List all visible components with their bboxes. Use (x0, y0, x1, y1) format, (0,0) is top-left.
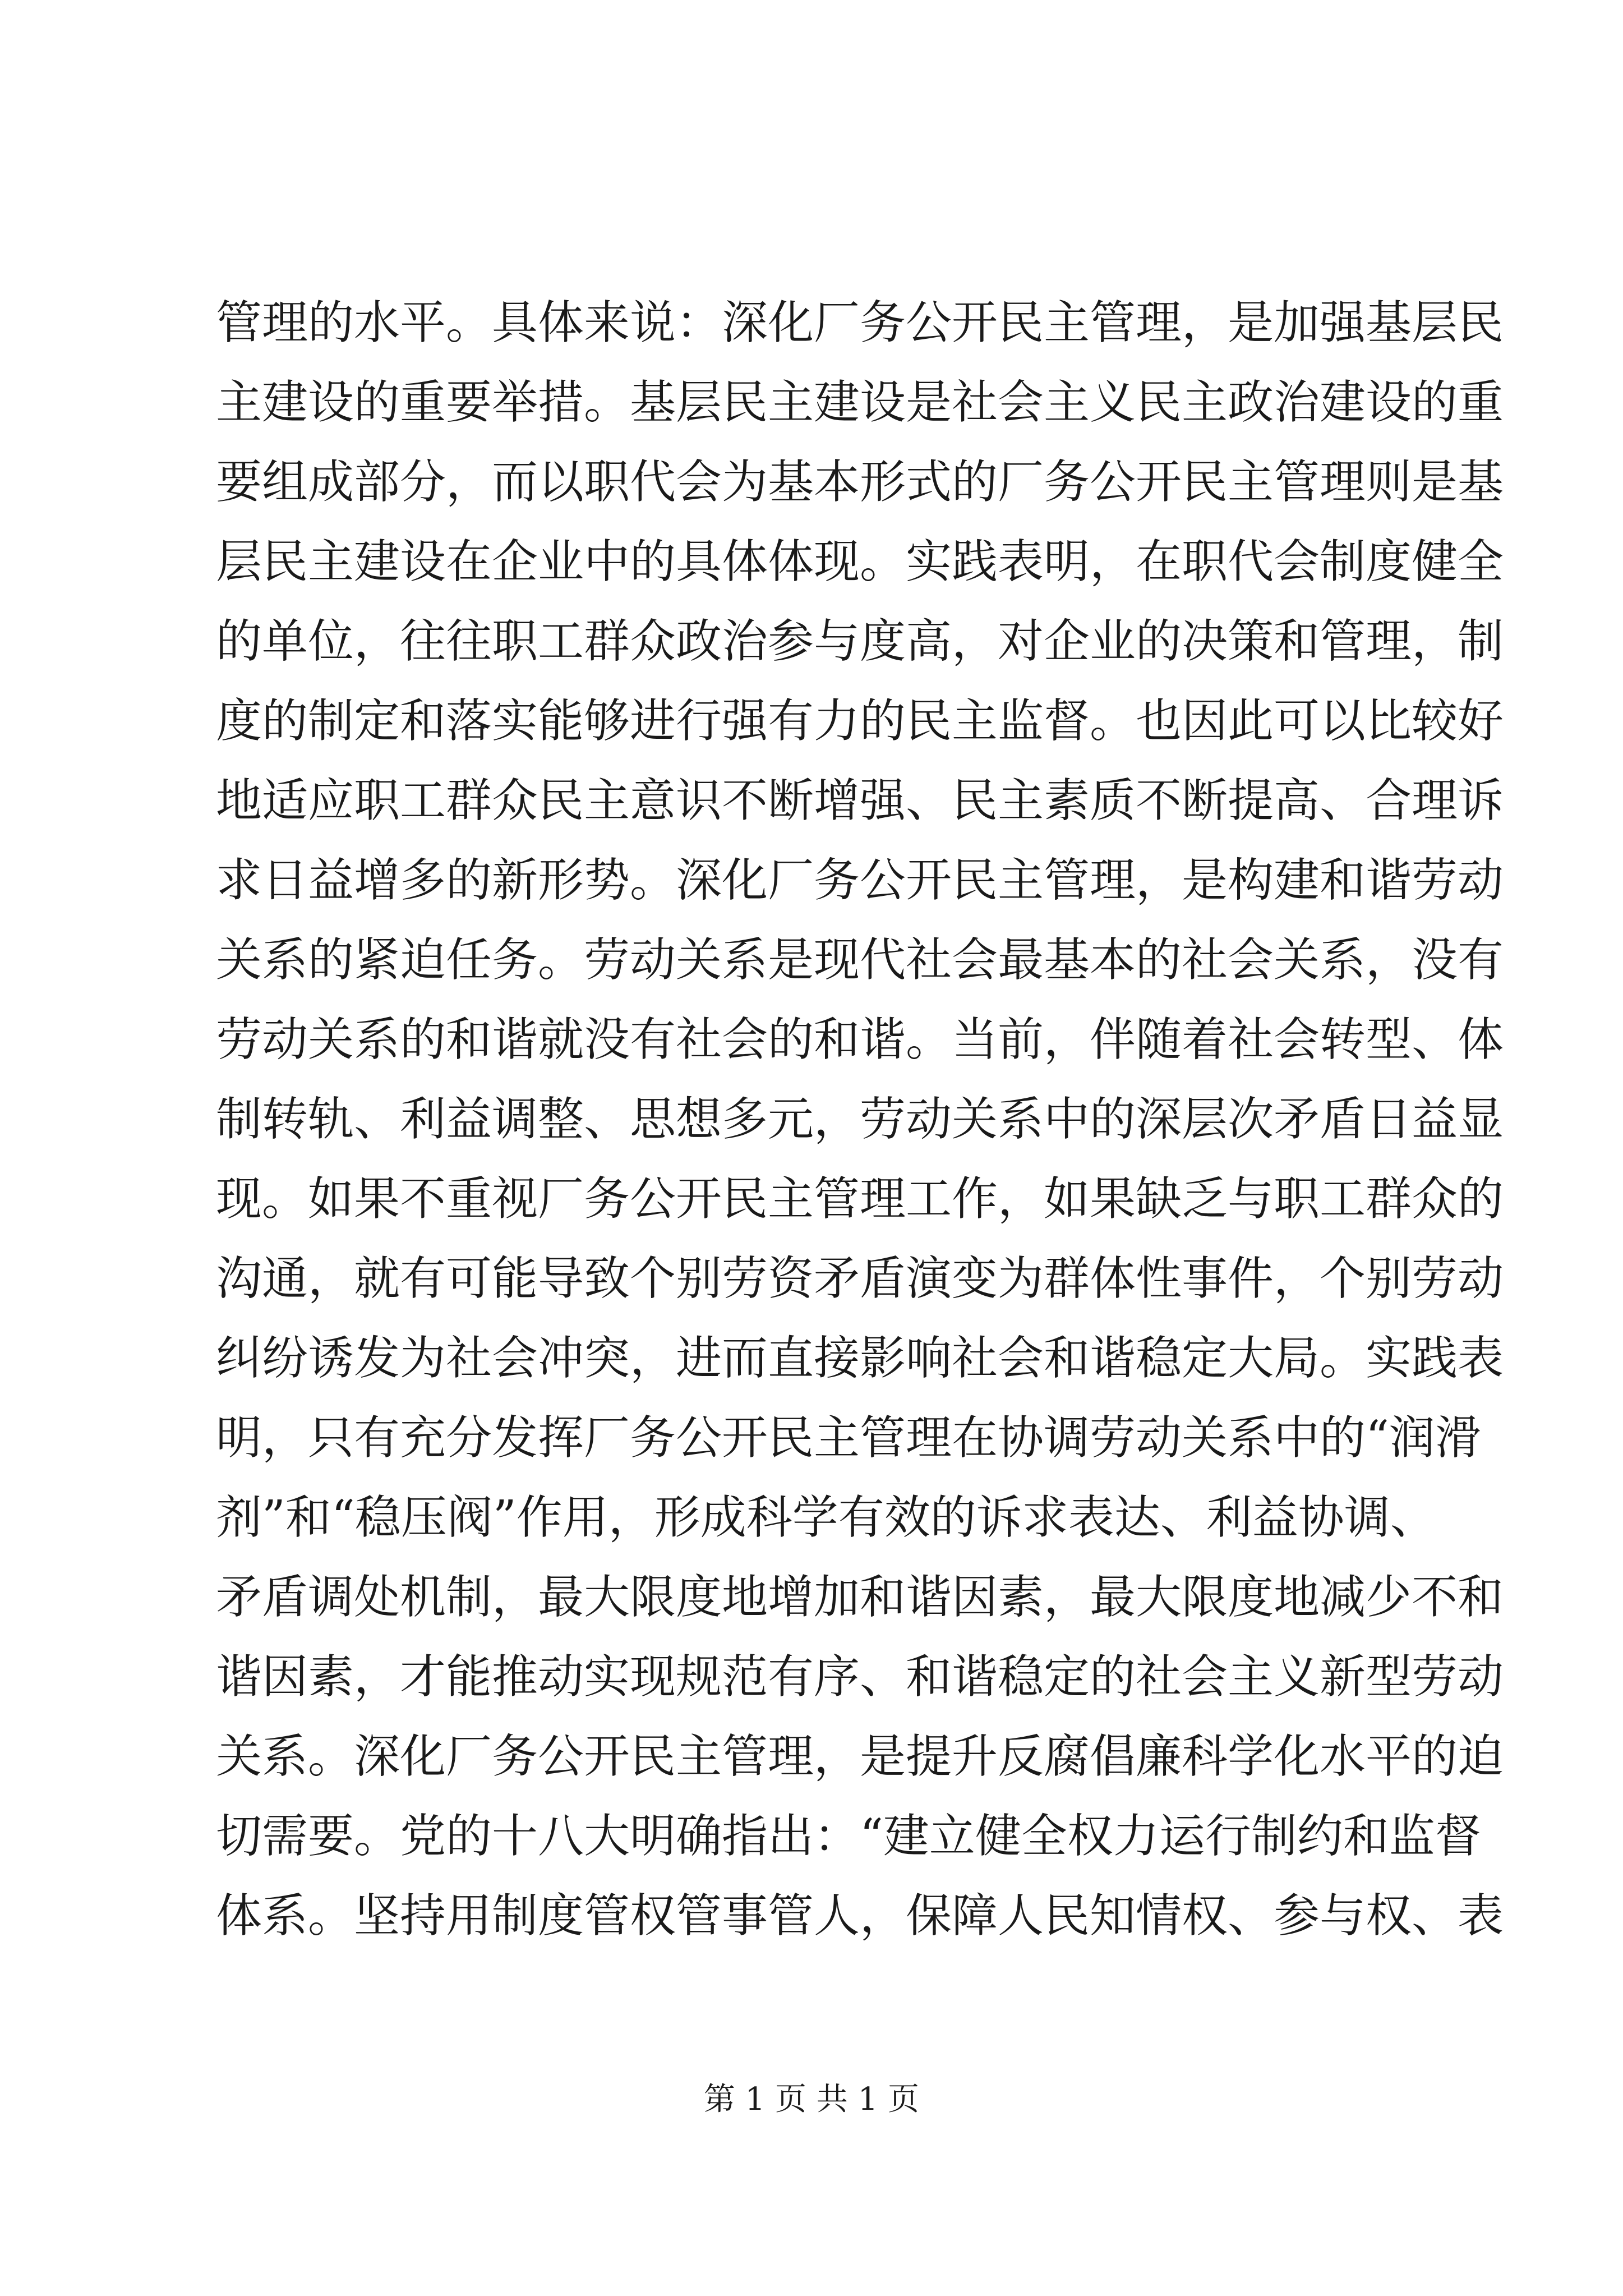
text-line: 剂”和“稳压阀”作用，形成科学有效的诉求表达、利益协调、 (216, 1491, 1436, 1544)
body-text (216, 283, 1504, 1956)
page-footer: 第 1 页 共 1 页 (703, 2081, 920, 2118)
text-line: 体系。坚持用制度管权管事管人，保障人民知情权、参与权、表 (216, 1889, 1504, 1943)
text-line: 的单位，往往职工群众政治参与度高，对企业的决策和管理，制 (216, 615, 1504, 668)
text-line: 管理的水平。具体来说：深化厂务公开民主管理，是加强基层民 (216, 296, 1504, 349)
text-line: 明，只有充分发挥厂务公开民主管理在协调劳动关系中的“润滑 (216, 1411, 1481, 1465)
text-line: 切需要。党的十八大明确指出：“建立健全权力运行制约和监督 (216, 1810, 1481, 1863)
text-line: 度的制定和落实能够进行强有力的民主监督。也因此可以比较好 (216, 694, 1504, 748)
text-line: 地适应职工群众民主意识不断增强、民主素质不断提高、合理诉 (216, 774, 1504, 827)
text-line: 劳动关系的和谐就没有社会的和谐。当前，伴随着社会转型、体 (216, 1013, 1504, 1066)
text-line: 矛盾调处机制，最大限度地增加和谐因素，最大限度地减少不和 (216, 1571, 1504, 1624)
text-line: 求日益增多的新形势。深化厂务公开民主管理，是构建和谐劳动 (216, 854, 1504, 907)
text-line: 主建设的重要举措。基层民主建设是社会主义民主政治建设的重 (216, 376, 1504, 429)
text-line: 关系。深化厂务公开民主管理，是提升反腐倡廉科学化水平的迫 (216, 1730, 1504, 1783)
text-line: 制转轨、利益调整、思想多元，劳动关系中的深层次矛盾日益显 (216, 1093, 1504, 1146)
text-line: 关系的紧迫任务。劳动关系是现代社会最基本的社会关系，没有 (216, 933, 1504, 987)
text-line: 要组成部分，而以职代会为基本形式的厂务公开民主管理则是基 (216, 455, 1504, 509)
text-line: 层民主建设在企业中的具体体现。实践表明，在职代会制度健全 (216, 535, 1504, 588)
text-line: 现。如果不重视厂务公开民主管理工作，如果缺乏与职工群众的 (216, 1172, 1504, 1226)
text-line: 纠纷诱发为社会冲突，进而直接影响社会和谐稳定大局。实践表 (216, 1332, 1504, 1385)
text-line: 谐因素，才能推动实现规范有序、和谐稳定的社会主义新型劳动 (216, 1650, 1504, 1704)
text-line: 沟通，就有可能导致个别劳资矛盾演变为群体性事件，个别劳动 (216, 1252, 1504, 1305)
